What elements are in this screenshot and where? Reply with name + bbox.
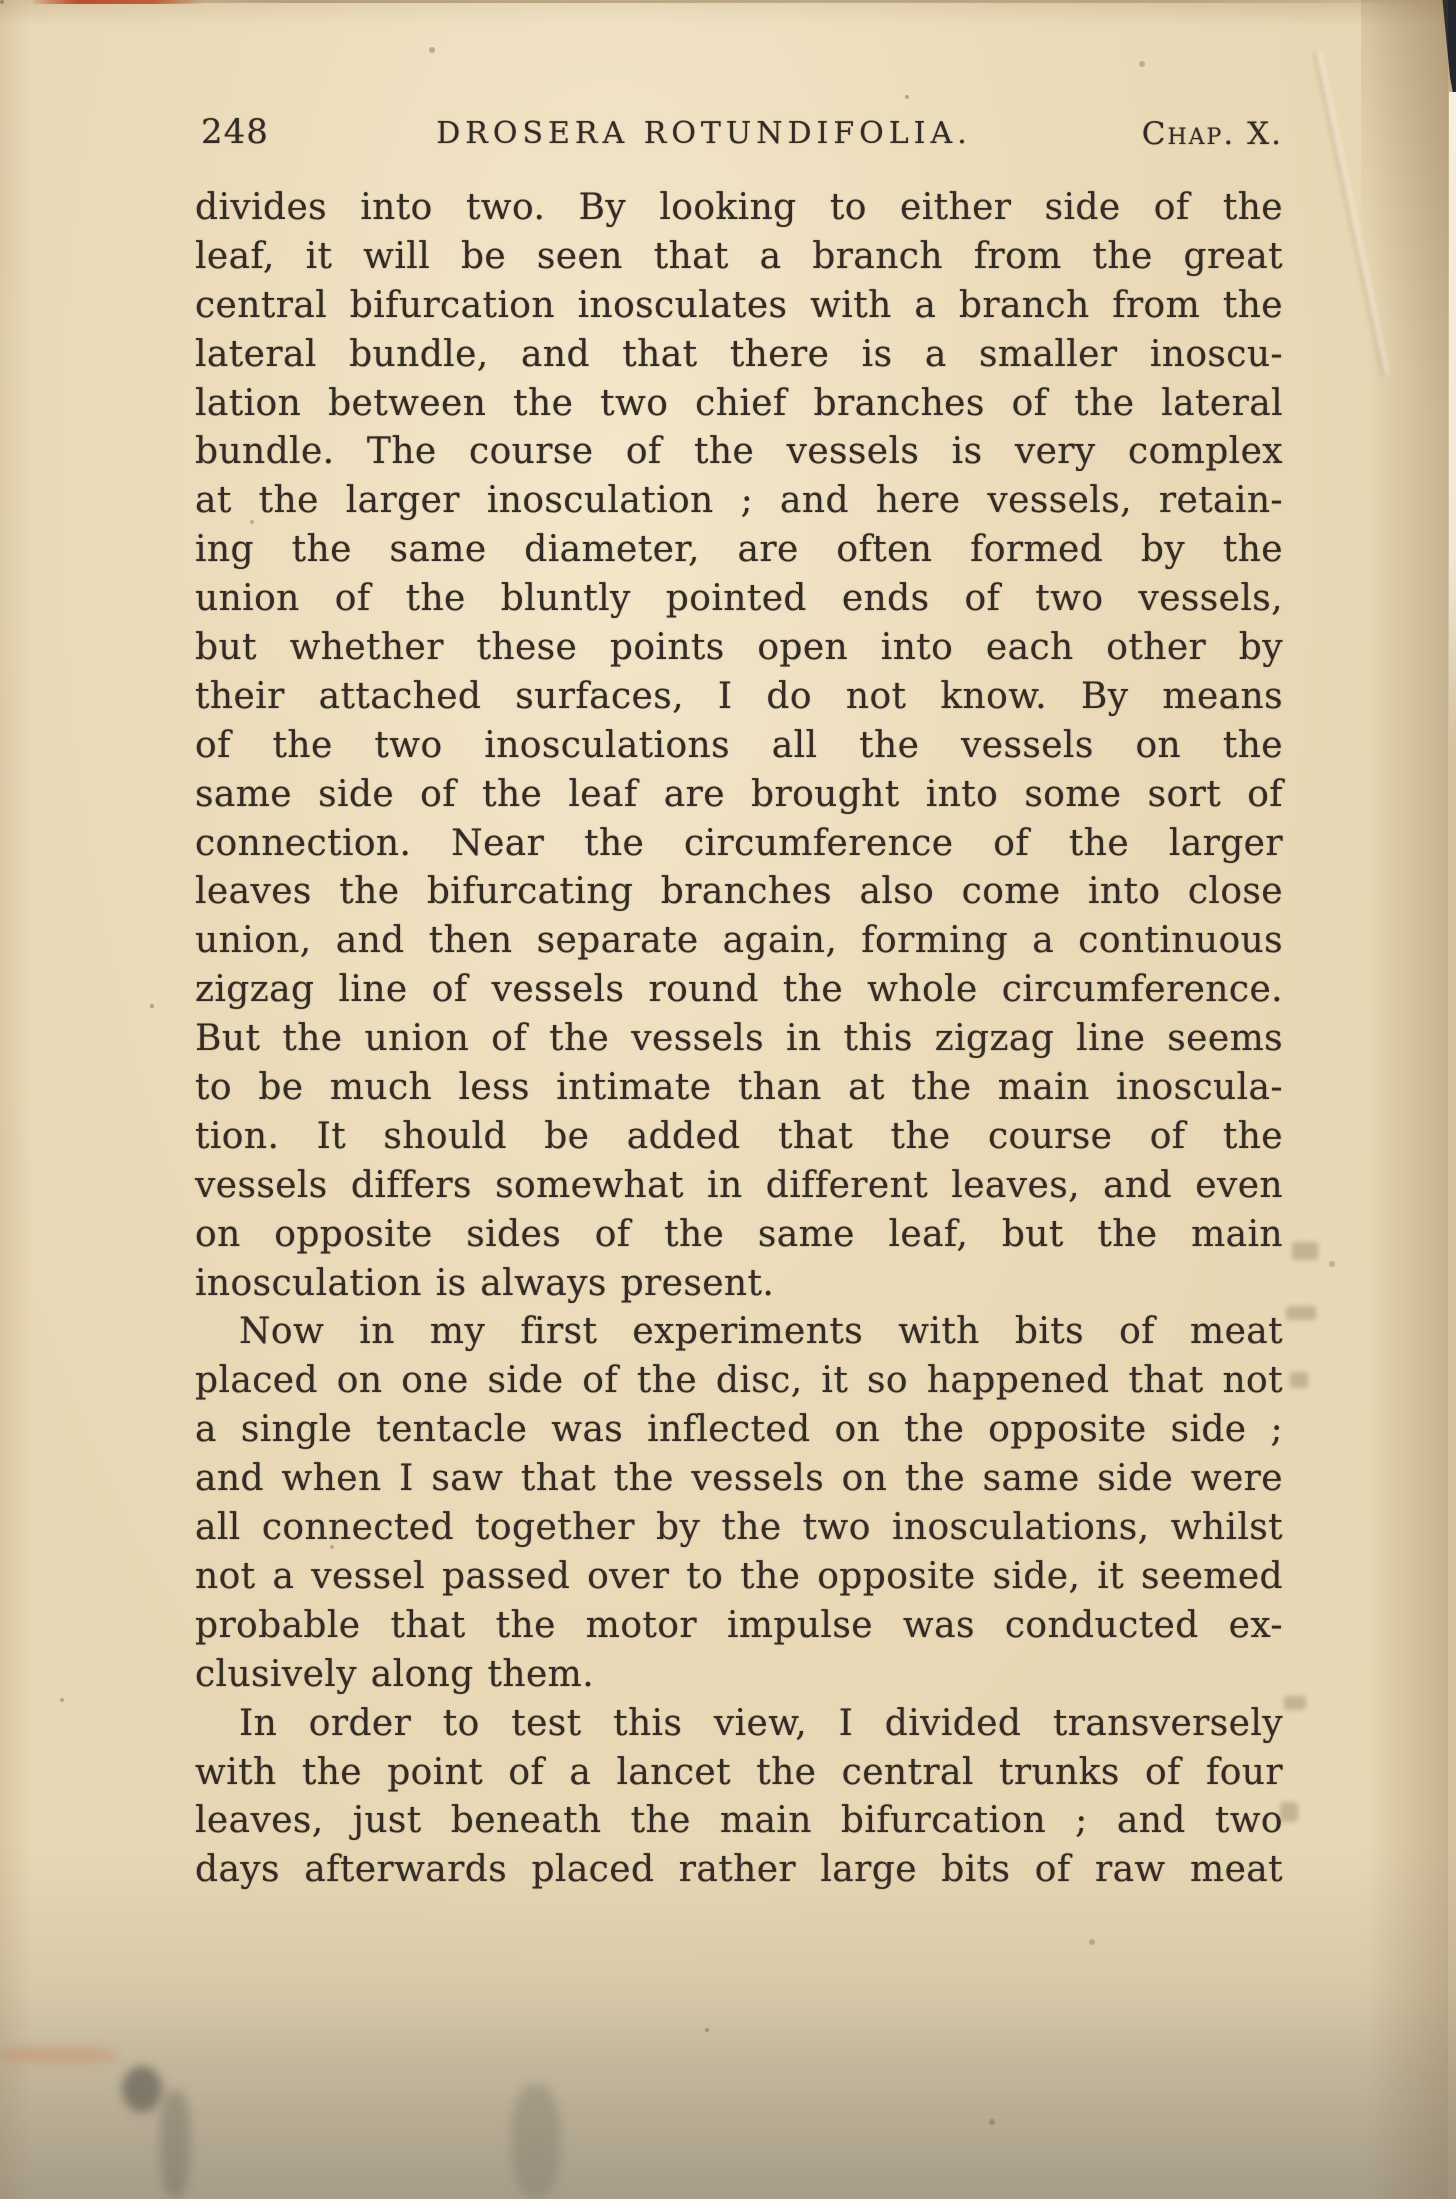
ink-bleedthrough-mark — [1286, 1306, 1316, 1320]
running-title: DROSERA ROTUNDIFOLIA. — [436, 116, 972, 151]
body-line: at the larger inosculation ; and here vessels, retain- — [195, 480, 1283, 522]
body-line: zigzag line of vessels round the whole circumference. — [195, 969, 1283, 1011]
text-block — [195, 184, 1283, 1895]
page-top-edge-shadow — [0, 0, 1456, 3]
ink-bleedthrough-mark — [1292, 1242, 1318, 1260]
body-line: lation between the two chief branches of the lateral — [195, 382, 1283, 424]
body-line: Now in my first experiments with bits of meat — [239, 1311, 1283, 1353]
body-line: central bifurcation inosculates with a branch from the — [195, 284, 1283, 326]
body-line: inosculation is always present. — [195, 1262, 775, 1304]
red-ink-mark — [33, 0, 205, 4]
page-header — [195, 112, 1283, 162]
paper-smudge — [512, 2085, 560, 2197]
body-line: leaf, it will be seen that a branch from the great — [195, 235, 1283, 277]
ink-bleedthrough-mark — [1290, 1372, 1308, 1388]
page-corner-fold-shadow — [1361, 0, 1456, 470]
body-line: clusively along them. — [195, 1653, 595, 1695]
page-number: 248 — [201, 112, 269, 152]
body-line: connection. Near the circumference of the larger — [195, 822, 1283, 864]
body-line: same side of the leaf are brought into some sort of — [195, 773, 1283, 815]
body-line: probable that the motor impulse was conducted ex- — [195, 1604, 1283, 1646]
body-line: vessels differs somewhat in different leaves, and even — [195, 1164, 1283, 1206]
body-line: divides into two. By looking to either side of the — [195, 187, 1283, 228]
page-fold-crease — [1313, 52, 1389, 376]
body-line: days afterwards placed rather large bits of raw meat — [195, 1849, 1283, 1891]
body-line: a single tentacle was inflected on the opposite side ; — [195, 1409, 1283, 1451]
ink-bleedthrough-mark — [1284, 1696, 1306, 1710]
body-line: But the union of the vessels in this zigzag line seems — [195, 1018, 1283, 1060]
paper-smudge — [0, 2048, 118, 2062]
body-line: bundle. The course of the vessels is very complex — [195, 431, 1283, 473]
bottom-scan-shadow — [0, 1989, 1456, 2199]
body-line: union, and then separate again, forming a continuous — [195, 920, 1283, 962]
body-line: and when I saw that the vessels on the same side were — [195, 1458, 1283, 1500]
body-line: all connected together by the two inosculations, whilst — [195, 1507, 1283, 1549]
book-edge-dark-corner — [1426, 0, 1456, 110]
body-line: In order to test this view, I divided transversely — [239, 1702, 1283, 1744]
body-line: to be much less intimate than at the main inoscula- — [195, 1067, 1283, 1109]
body-line: not a vessel passed over to the opposite side, it seemed — [195, 1555, 1283, 1597]
body-line: lateral bundle, and that there is a smaller inoscu- — [195, 333, 1283, 375]
paper-smudge — [122, 2066, 162, 2112]
body-line: but whether these points open into each other by — [195, 627, 1283, 669]
page-edge-highlight — [1449, 92, 1456, 752]
body-line: leaves the bifurcating branches also come into close — [195, 871, 1283, 913]
body-line: tion. It should be added that the course of the — [195, 1115, 1283, 1157]
body-line: placed on one side of the disc, it so happened that not — [195, 1360, 1283, 1402]
page-curvature-shadow — [1370, 0, 1448, 2199]
body-line: union of the bluntly pointed ends of two vessels, — [195, 578, 1283, 620]
body-line: with the point of a lancet the central trunks of four — [195, 1751, 1283, 1793]
paper-specks — [0, 0, 4, 4]
paper-smudge — [160, 2090, 190, 2198]
chapter-label: Chap. X. — [1141, 116, 1283, 152]
body-line: ing the same diameter, are often formed by the — [195, 529, 1283, 571]
body-line: leaves, just beneath the main bifurcation ; and two — [195, 1800, 1283, 1842]
body-line: of the two inosculations all the vessels on the — [195, 724, 1283, 766]
body-line: their attached surfaces, I do not know. By means — [195, 675, 1283, 717]
body-line: on opposite sides of the same leaf, but the main — [195, 1213, 1283, 1255]
